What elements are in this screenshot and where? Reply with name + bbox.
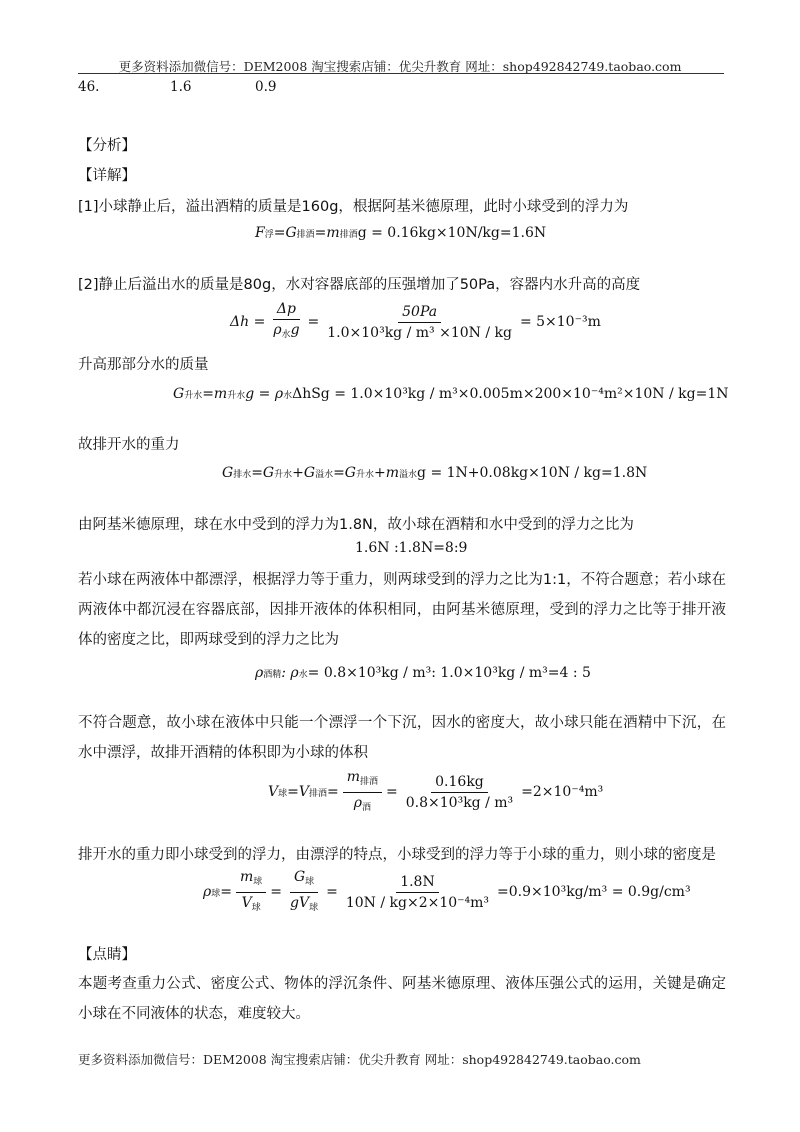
fraction-m-over-v: $\frac{m_球}{V_球}$	[236, 869, 266, 916]
paragraph-8: 排开水的重力即小球受到的浮力，由漂浮的特点，小球受到的浮力等于小球的重力，则小球的密度是	[78, 847, 716, 863]
page-header: 更多资料添加微信号：DEM2008 淘宝搜索店铺：优尖升教育 网址：shop492842749.taobao.com	[118, 59, 682, 74]
analysis-heading: 【分析】	[78, 138, 136, 154]
paragraph-4: 故排开水的重力	[78, 437, 180, 453]
equation-buoyancy-alcohol: F 浮 =G 排酒 =m 排酒 g = 0.16kg×10N/kg=1.6N	[255, 225, 547, 241]
fraction-016kg: $\frac{0.16kg}{\text{0.8×10³kg / m³}}$	[405, 773, 514, 811]
fraction-g-over-gv: $\frac{G_球}{gV_球}$	[290, 868, 319, 913]
equation-ball-volume: V 球 =V 排酒 = $\frac{m_{排酒}}{\rho_酒}$ = $\frac{0.16kg}{\text{0.8×10³kg / m³}}$ =2×10⁻⁴m³	[268, 772, 603, 812]
header-divider	[78, 73, 724, 74]
comment-heading: 【点睛】	[78, 947, 136, 963]
fraction-m-over-rho: $\frac{m_{排酒}}{\rho_酒}$	[343, 769, 382, 816]
fraction-dp-over-rho-g: $\frac{\Delta p}{\rho_水g}$	[273, 301, 300, 340]
paragraph-6: 若小球在两液体中都漂浮，根据浮力等于重力，则两球受到的浮力之比为1:1，不符合题意；若小球在两液体中都沉浸在容器底部，因排开液体的体积相同，由阿基米德原理，受到的浮力之比等于排开液体的密度之比，即两球受到的浮力之比为	[78, 572, 726, 648]
equation-risen-water: G 升水 =m 升水 g = ρ 水 ΔhSg = 1.0×10³kg / m³×0.005m×200×10⁻⁴m²×10N / kg=1N	[173, 386, 729, 402]
paragraph-7: 不符合题意，故小球在液体中只能一个漂浮一个下沉，因水的密度大，故小球只能在酒精中下沉，在水中漂浮，故排开酒精的体积即为小球的体积	[78, 715, 726, 761]
fraction-50pa: $\frac{50Pa}{\text{1.0×10³kg / m³ ×10N / kg}}$	[327, 303, 512, 341]
paragraph-2: [2]静止后溢出水的质量是80g，水对容器底部的压强增加了50Pa，容器内水升高的高度	[78, 277, 641, 293]
answer-blank-2: 0.9	[255, 79, 277, 95]
paragraph-9: 本题考查重力公式、密度公式、物体的浮沉条件、阿基米德原理、液体压强公式的运用，关键是确定小球在不同液体的状态，难度较大。	[78, 976, 726, 1022]
page-footer: 更多资料添加微信号：DEM2008 淘宝搜索店铺：优尖升教育 网址：shop492842749.taobao.com	[78, 1052, 641, 1067]
equation-displaced-water: G 排水 =G 升水 +G 溢水 =G 升水 +m 溢水 g = 1N+0.08kg×10N / kg=1.8N	[222, 465, 648, 481]
equation-height-rise: Δh = $\frac{\Delta p}{\rho_水g}$ = $\frac{50Pa}{\text{1.0×10³kg / m³ ×10N / kg}}$ = 5×10⁻³m	[230, 302, 601, 342]
paragraph-1: [1]小球静止后，溢出酒精的质量是160g，根据阿基米德原理，此时小球受到的浮力为	[78, 199, 629, 215]
paragraph-3: 升高那部分水的质量	[78, 357, 209, 373]
answer-blank-1: 1.6	[170, 79, 192, 95]
detail-heading: 【详解】	[78, 168, 136, 184]
equation-density-ratio: ρ 酒精 : ρ 水 = 0.8×10³kg / m³: 1.0×10³kg / m³=4 : 5	[255, 665, 591, 681]
fraction-18n: $\frac{1.8N}{\text{10N / kg×2×10⁻⁴m³}}$	[345, 873, 490, 911]
paragraph-5: 由阿基米德原理，球在水中受到的浮力为1.8N，故小球在酒精和水中受到的浮力之比为	[78, 517, 634, 533]
equation-ratio-8-9: 1.6N :1.8N=8:9	[355, 540, 468, 556]
equation-ball-density: ρ 球 = $\frac{m_球}{V_球}$ = $\frac{G_球}{gV_球}$ = $\frac{1.8N}{\text{10N / kg×2×10⁻⁴m³}}$ =0.9×10³kg/m³ = 0.9g/cm³	[203, 872, 691, 912]
question-number: 46.	[78, 79, 100, 95]
